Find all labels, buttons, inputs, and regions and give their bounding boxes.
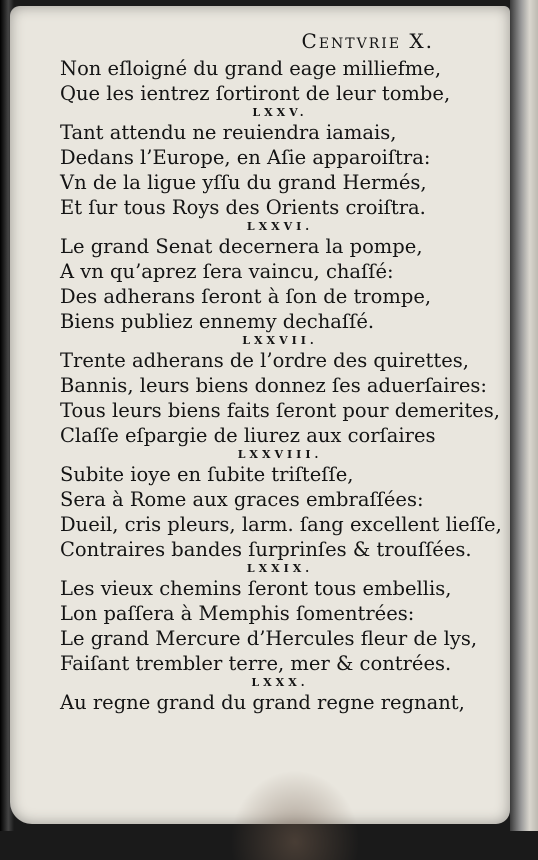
verse-line: Des adherans ſeront à ſon de trompe,: [60, 285, 432, 308]
quatrain-number: LXXV.: [252, 106, 308, 119]
quatrain-number: LXXVII.: [242, 334, 318, 347]
verse-line: Subite ioye en ſubite triſteſſe,: [60, 463, 354, 486]
verse-line: Biens publiez ennemy dechaſſé.: [60, 310, 375, 333]
verse-line: Tant attendu ne reuiendra iamais,: [60, 121, 397, 144]
verse-line: Non eſloigné du grand eage milliefme,: [60, 57, 442, 80]
verse-line: Contraires bandes ſurprinſes & trouſſées.: [60, 538, 472, 561]
verse-line: Au regne grand du grand regne regnant,: [60, 691, 465, 714]
verse-line: Le grand Senat decernera la pompe,: [60, 235, 423, 258]
quatrain-number: LXXVI.: [246, 220, 314, 233]
verse-line: Sera à Rome aux graces embraſſées:: [60, 488, 424, 511]
verse-line: A vn qu’aprez ſera vaincu, chaſſé:: [60, 260, 394, 283]
quatrain-number: LXXX.: [251, 676, 309, 689]
thumb-shadow: [230, 770, 360, 860]
verse-line: Vn de la ligue yſſu du grand Hermés,: [60, 171, 427, 194]
verse-line: Et ſur tous Roys des Orients croiſtra.: [60, 196, 426, 219]
page-text: [60, 26, 500, 715]
verse-line: Dedans l’Europe, en Aſie apparoiſtra:: [60, 146, 431, 169]
verse-line: Claſſe eſpargie de liurez aux corſaires: [60, 424, 436, 447]
verse-line: Bannis, leurs biens donnez ſes aduerſaires:: [60, 374, 487, 397]
book-gutter: [510, 0, 538, 831]
quatrain-number: LXXIX.: [246, 562, 314, 575]
verse-line: Le grand Mercure d’Hercules fleur de lys,: [60, 627, 478, 650]
verse-line: Que les ientrez ſortiront de leur tombe,: [60, 82, 451, 105]
running-header: Centvrie X.: [301, 29, 434, 53]
verse-line: Lon paſſera à Memphis ſomentrées:: [60, 602, 415, 625]
quatrain-number: LXXVIII.: [237, 448, 323, 461]
verse-line: Dueil, cris pleurs, larm. ſang excellent lieſſe,: [60, 513, 502, 536]
verse-line: Tous leurs biens faits ſeront pour demerites,: [60, 399, 500, 422]
verse-line: Faiſant trembler terre, mer & contrées.: [60, 652, 452, 675]
verse-line: Trente adherans de l’ordre des quirettes,: [60, 349, 469, 372]
verse-line: Les vieux chemins ſeront tous embellis,: [60, 577, 452, 600]
